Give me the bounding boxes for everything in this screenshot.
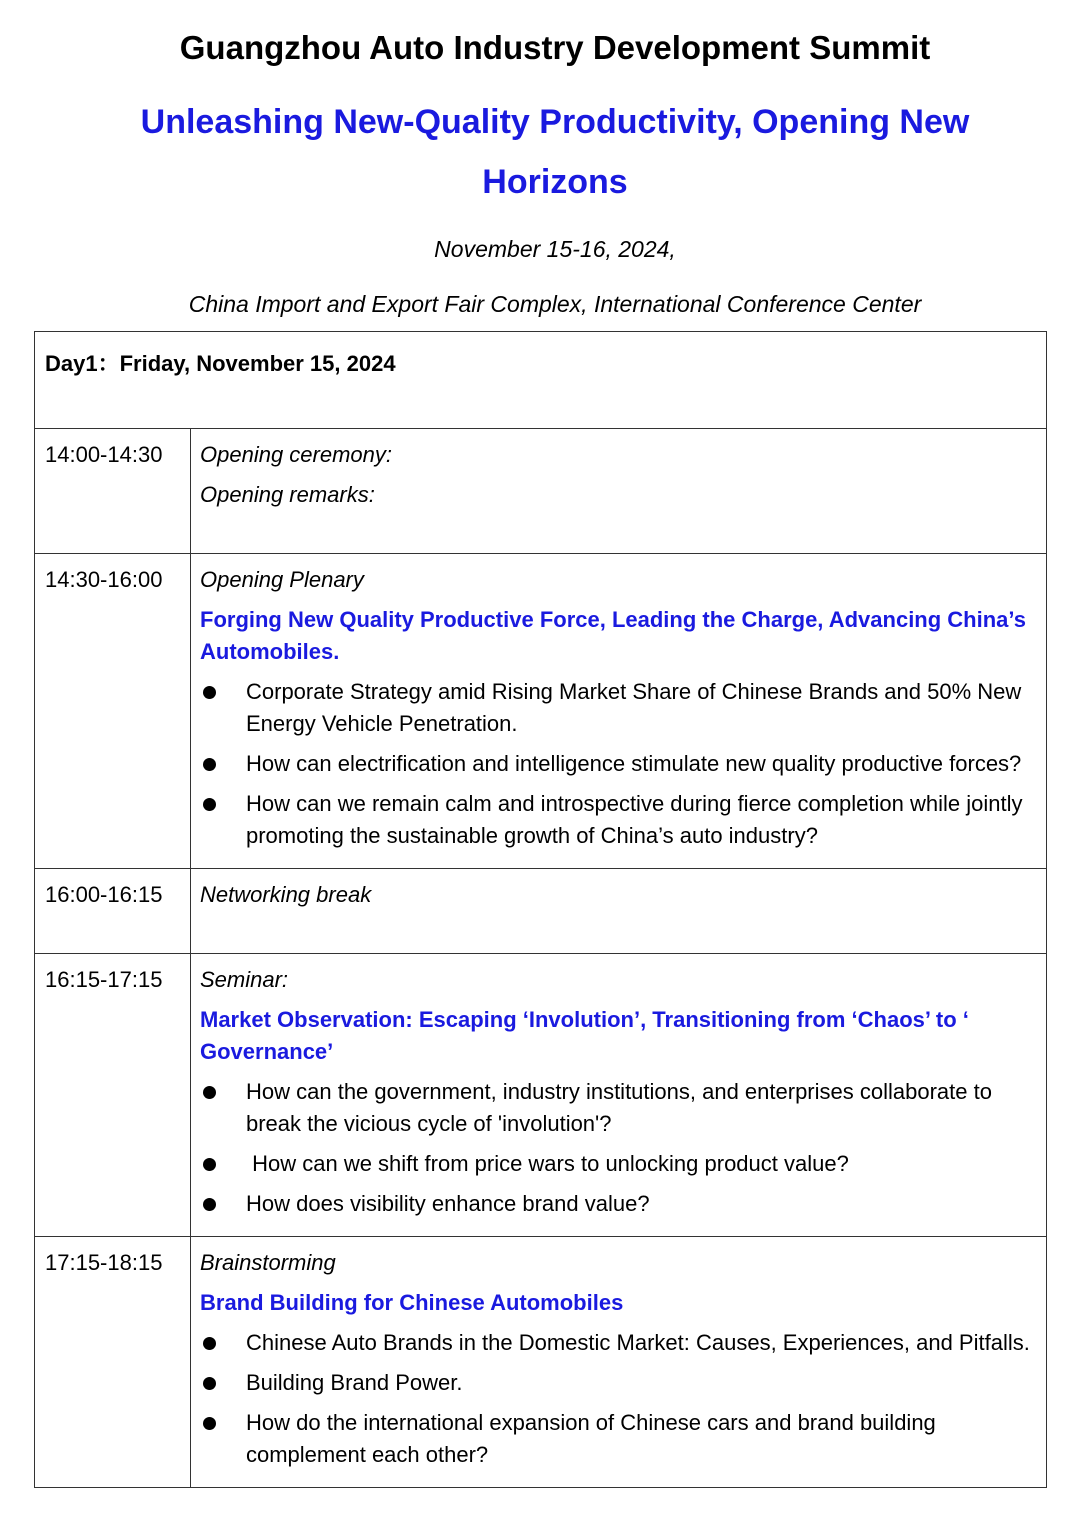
session-topic: Market Observation: Escaping ‘Involution’, Transitioning from ‘Chaos’ to ‘ Governance’ — [200, 1007, 969, 1064]
agenda-row — [35, 954, 1047, 1237]
summit-theme-line-1: Unleashing New-Quality Productivity, Opening New — [140, 103, 970, 141]
bullet-icon — [203, 1377, 216, 1390]
session-time: 14:00-14:30 — [35, 429, 191, 554]
list-item — [200, 1148, 1032, 1180]
list-item — [200, 676, 1032, 740]
list-item — [200, 1407, 1032, 1471]
bullet-icon — [203, 1158, 216, 1171]
agenda-row — [35, 1237, 1047, 1488]
list-item — [200, 1076, 1032, 1140]
list-item — [200, 788, 1032, 852]
session-type: Seminar: — [200, 967, 289, 992]
session-content — [191, 429, 1047, 554]
agenda-row — [35, 554, 1047, 869]
bullet-text: How does visibility enhance brand value? — [246, 1191, 650, 1216]
list-item — [200, 1188, 1032, 1220]
agenda-row — [35, 429, 1047, 554]
bullet-icon — [203, 758, 216, 771]
session-content — [191, 869, 1047, 954]
bullet-icon — [203, 1086, 216, 1099]
discussion-points — [200, 676, 1032, 852]
session-time: 16:15-17:15 — [35, 954, 191, 1237]
bullet-text: How can electrification and intelligence stimulate new quality productive forces? — [246, 751, 1022, 776]
discussion-points — [200, 1327, 1032, 1471]
list-item — [200, 748, 1032, 780]
bullet-text: Corporate Strategy amid Rising Market Share of Chinese Brands and 50% New Energy Vehicle Penetration. — [246, 679, 1022, 736]
session-topic: Forging New Quality Productive Force, Leading the Charge, Advancing China’s Automobiles. — [200, 607, 1026, 664]
agenda-row — [35, 869, 1047, 954]
session-time: 16:00-16:15 — [35, 869, 191, 954]
list-item — [200, 1327, 1032, 1359]
bullet-text: How can we shift from price wars to unlocking product value? — [246, 1151, 849, 1176]
session-type: Brainstorming — [200, 1250, 336, 1275]
bullet-text: How do the international expansion of Chinese cars and brand building complement each other? — [246, 1410, 936, 1467]
bullet-text: How can the government, industry institutions, and enterprises collaborate to break the vicious cycle of 'involution'? — [246, 1079, 992, 1136]
session-line: Opening remarks: — [200, 482, 375, 507]
session-content — [191, 554, 1047, 869]
summit-title: Guangzhou Auto Industry Development Summit — [179, 29, 931, 66]
session-line: Networking break — [200, 882, 372, 907]
discussion-points — [200, 1076, 1032, 1220]
bullet-text: Building Brand Power. — [246, 1370, 463, 1395]
bullet-icon — [203, 798, 216, 811]
bullet-text: How can we remain calm and introspective during fierce completion while jointly promoting the sustainable growth of China’s auto industry? — [246, 791, 1023, 848]
bullet-icon — [203, 1337, 216, 1350]
session-topic: Brand Building for Chinese Automobiles — [200, 1290, 624, 1315]
list-item — [200, 1367, 1032, 1399]
agenda-table — [34, 331, 1047, 1488]
summit-theme-line-2: Horizons — [482, 163, 628, 201]
day-label: Day1：Friday, November 15, 2024 — [35, 332, 1047, 429]
bullet-text: Chinese Auto Brands in the Domestic Market: Causes, Experiences, and Pitfalls. — [246, 1330, 1030, 1355]
session-type: Opening Plenary — [200, 567, 364, 592]
bullet-icon — [203, 686, 216, 699]
session-time: 17:15-18:15 — [35, 1237, 191, 1488]
event-date: November 15-16, 2024, — [434, 236, 676, 262]
session-content — [191, 1237, 1047, 1488]
bullet-icon — [203, 1198, 216, 1211]
bullet-icon — [203, 1417, 216, 1430]
day-header-row — [35, 332, 1047, 429]
summit-theme — [0, 92, 1080, 212]
session-line: Opening ceremony: — [200, 442, 392, 467]
session-time: 14:30-16:00 — [35, 554, 191, 869]
session-content — [191, 954, 1047, 1237]
event-venue: China Import and Export Fair Complex, International Conference Center — [188, 291, 922, 317]
